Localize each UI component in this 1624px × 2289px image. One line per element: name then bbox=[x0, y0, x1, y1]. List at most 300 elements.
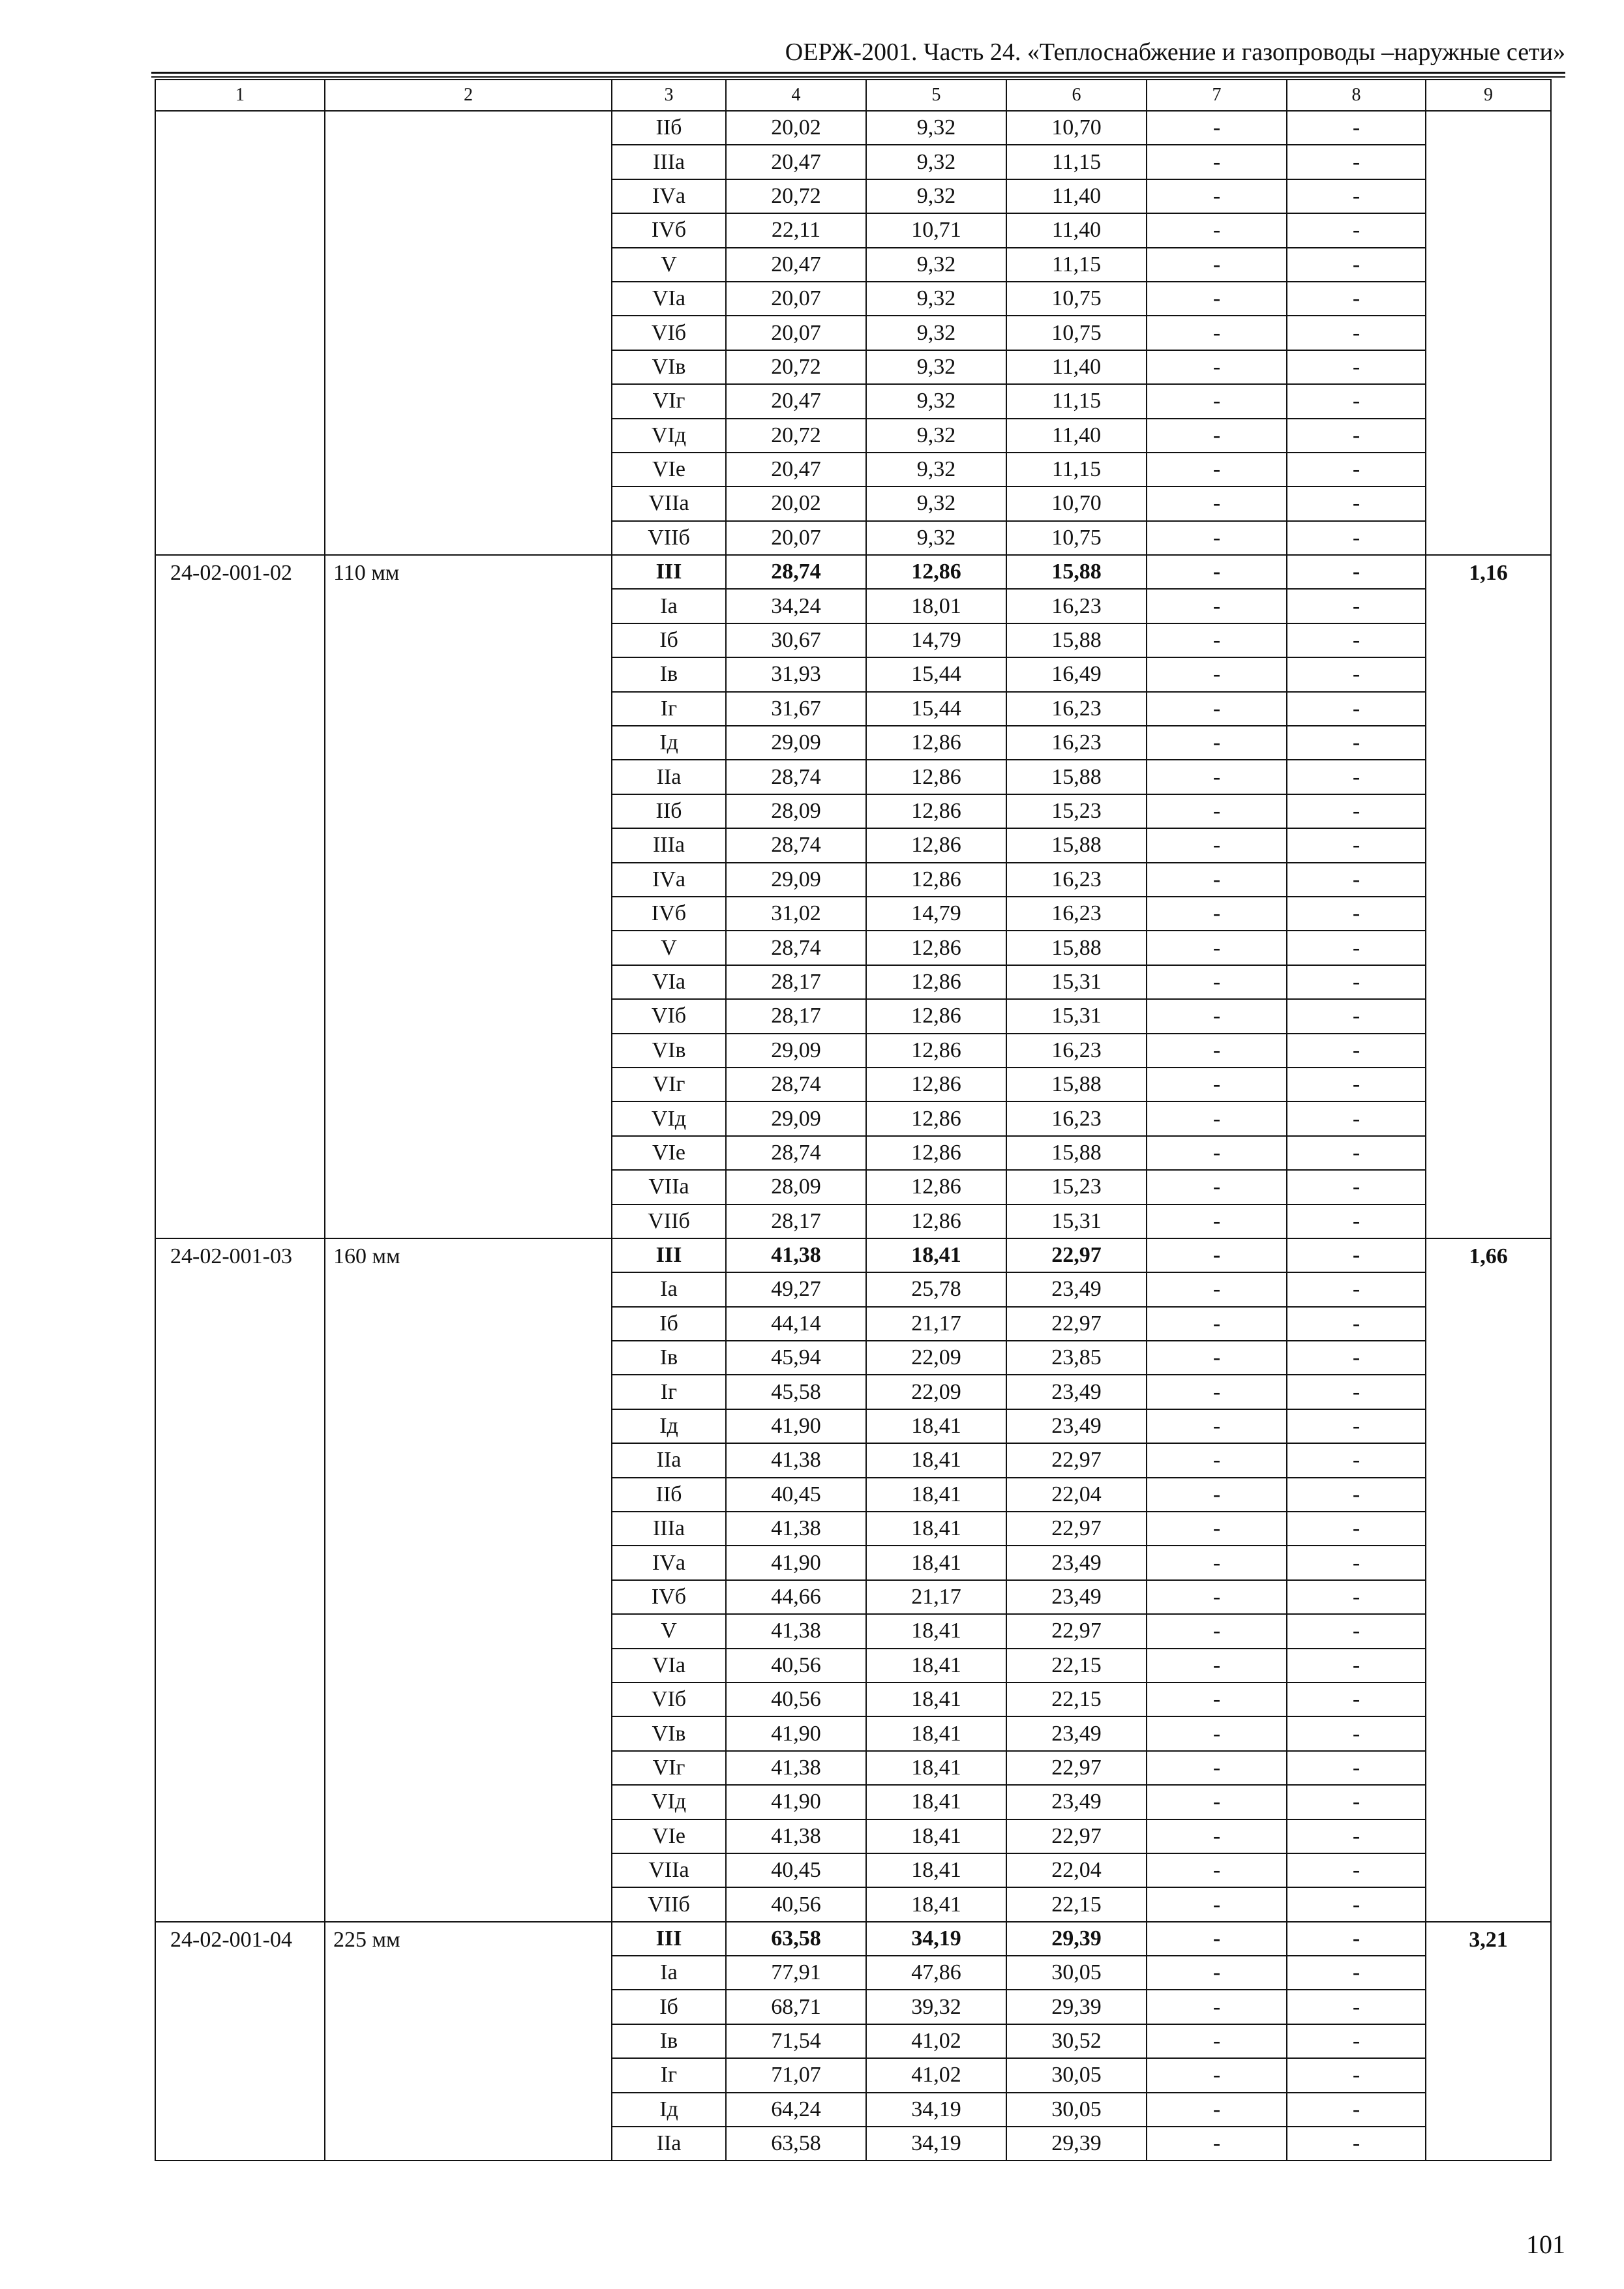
materials-cell: - bbox=[1287, 897, 1426, 931]
machinist-wage-cell: - bbox=[1147, 1683, 1287, 1716]
machinist-wage-cell: - bbox=[1147, 623, 1287, 657]
materials-cell: - bbox=[1287, 999, 1426, 1033]
zone-cell: VIб bbox=[612, 999, 726, 1033]
materials-cell: - bbox=[1287, 1785, 1426, 1819]
labor-cost-cell: 21,17 bbox=[866, 1580, 1006, 1614]
zone-cell: Iд bbox=[612, 1409, 726, 1443]
total-cost-cell: 20,02 bbox=[726, 111, 866, 145]
labor-cost-cell: 9,32 bbox=[866, 350, 1006, 384]
labor-cost-cell: 12,86 bbox=[866, 828, 1006, 862]
column-number: 2 bbox=[325, 80, 612, 111]
total-cost-cell: 40,45 bbox=[726, 1853, 866, 1887]
total-cost-cell: 41,90 bbox=[726, 1785, 866, 1819]
material-quantity-cell: 1,66 bbox=[1426, 1238, 1551, 1922]
materials-cell: - bbox=[1287, 1546, 1426, 1579]
rate-name-cell bbox=[325, 111, 612, 555]
machinist-wage-cell: - bbox=[1147, 931, 1287, 965]
total-cost-cell: 28,74 bbox=[726, 828, 866, 862]
machine-cost-cell: 22,97 bbox=[1006, 1238, 1147, 1272]
page-number: 101 bbox=[1526, 2230, 1565, 2259]
materials-cell: - bbox=[1287, 1853, 1426, 1887]
labor-cost-cell: 18,41 bbox=[866, 1819, 1006, 1853]
labor-cost-cell: 22,09 bbox=[866, 1375, 1006, 1409]
labor-cost-cell: 18,41 bbox=[866, 1716, 1006, 1750]
total-cost-cell: 29,09 bbox=[726, 863, 866, 897]
zone-cell: VIв bbox=[612, 350, 726, 384]
zone-cell: IIб bbox=[612, 1478, 726, 1512]
total-cost-cell: 29,09 bbox=[726, 1101, 866, 1135]
total-cost-cell: 28,17 bbox=[726, 999, 866, 1033]
machine-cost-cell: 11,15 bbox=[1006, 145, 1147, 179]
zone-cell: IIIа bbox=[612, 145, 726, 179]
total-cost-cell: 31,02 bbox=[726, 897, 866, 931]
zone-cell: VIе bbox=[612, 1136, 726, 1170]
zone-cell: Iб bbox=[612, 623, 726, 657]
machine-cost-cell: 29,39 bbox=[1006, 2127, 1147, 2161]
total-cost-cell: 41,38 bbox=[726, 1238, 866, 1272]
total-cost-cell: 30,67 bbox=[726, 623, 866, 657]
materials-cell: - bbox=[1287, 965, 1426, 999]
machine-cost-cell: 22,97 bbox=[1006, 1614, 1147, 1648]
materials-cell: - bbox=[1287, 1101, 1426, 1135]
column-number: 8 bbox=[1287, 80, 1426, 111]
total-cost-cell: 41,38 bbox=[726, 1819, 866, 1853]
zone-cell: VIIа bbox=[612, 1170, 726, 1204]
labor-cost-cell: 14,79 bbox=[866, 897, 1006, 931]
table-row-main bbox=[155, 1922, 1551, 1956]
machinist-wage-cell: - bbox=[1147, 555, 1287, 589]
machine-cost-cell: 16,23 bbox=[1006, 1101, 1147, 1135]
machinist-wage-cell: - bbox=[1147, 1409, 1287, 1443]
machine-cost-cell: 10,70 bbox=[1006, 486, 1147, 520]
machine-cost-cell: 11,40 bbox=[1006, 179, 1147, 213]
machinist-wage-cell: - bbox=[1147, 1580, 1287, 1614]
zone-cell: Iа bbox=[612, 1272, 726, 1306]
labor-cost-cell: 39,32 bbox=[866, 1990, 1006, 2024]
materials-cell: - bbox=[1287, 623, 1426, 657]
total-cost-cell: 20,47 bbox=[726, 384, 866, 418]
machine-cost-cell: 22,97 bbox=[1006, 1443, 1147, 1477]
machinist-wage-cell: - bbox=[1147, 1101, 1287, 1135]
machinist-wage-cell: - bbox=[1147, 1887, 1287, 1921]
zone-cell: VIе bbox=[612, 453, 726, 486]
machine-cost-cell: 11,15 bbox=[1006, 384, 1147, 418]
total-cost-cell: 20,07 bbox=[726, 316, 866, 350]
materials-cell: - bbox=[1287, 1922, 1426, 1956]
machinist-wage-cell: - bbox=[1147, 1819, 1287, 1853]
machinist-wage-cell: - bbox=[1147, 1068, 1287, 1101]
materials-cell: - bbox=[1287, 1512, 1426, 1546]
machinist-wage-cell: - bbox=[1147, 589, 1287, 623]
rate-code-cell: 24-02-001-02 bbox=[155, 555, 325, 1238]
machinist-wage-cell: - bbox=[1147, 282, 1287, 316]
materials-cell: - bbox=[1287, 1170, 1426, 1204]
machinist-wage-cell: - bbox=[1147, 1853, 1287, 1887]
labor-cost-cell: 18,41 bbox=[866, 1887, 1006, 1921]
machine-cost-cell: 15,23 bbox=[1006, 1170, 1147, 1204]
labor-cost-cell: 18,41 bbox=[866, 1512, 1006, 1546]
zone-cell: Iа bbox=[612, 1956, 726, 1990]
machinist-wage-cell: - bbox=[1147, 111, 1287, 145]
labor-cost-cell: 12,86 bbox=[866, 1170, 1006, 1204]
labor-cost-cell: 12,86 bbox=[866, 726, 1006, 760]
labor-cost-cell: 22,09 bbox=[866, 1341, 1006, 1375]
total-cost-cell: 20,07 bbox=[726, 521, 866, 555]
total-cost-cell: 44,14 bbox=[726, 1307, 866, 1341]
machine-cost-cell: 22,15 bbox=[1006, 1649, 1147, 1683]
total-cost-cell: 22,11 bbox=[726, 213, 866, 247]
machine-cost-cell: 22,97 bbox=[1006, 1751, 1147, 1785]
materials-cell: - bbox=[1287, 2058, 1426, 2092]
labor-cost-cell: 9,32 bbox=[866, 419, 1006, 453]
machine-cost-cell: 15,88 bbox=[1006, 555, 1147, 589]
labor-cost-cell: 18,41 bbox=[866, 1238, 1006, 1272]
labor-cost-cell: 12,86 bbox=[866, 1034, 1006, 1068]
total-cost-cell: 28,17 bbox=[726, 1204, 866, 1238]
machinist-wage-cell: - bbox=[1147, 692, 1287, 726]
materials-cell: - bbox=[1287, 1341, 1426, 1375]
zone-cell: Iг bbox=[612, 2058, 726, 2092]
materials-cell: - bbox=[1287, 863, 1426, 897]
rate-name-cell: 160 мм bbox=[325, 1238, 612, 1922]
machinist-wage-cell: - bbox=[1147, 965, 1287, 999]
labor-cost-cell: 25,78 bbox=[866, 1272, 1006, 1306]
zone-cell: VIа bbox=[612, 1649, 726, 1683]
materials-cell: - bbox=[1287, 2093, 1426, 2127]
materials-cell: - bbox=[1287, 2024, 1426, 2058]
materials-cell: - bbox=[1287, 521, 1426, 555]
machinist-wage-cell: - bbox=[1147, 486, 1287, 520]
machine-cost-cell: 23,85 bbox=[1006, 1341, 1147, 1375]
labor-cost-cell: 10,71 bbox=[866, 213, 1006, 247]
total-cost-cell: 63,58 bbox=[726, 1922, 866, 1956]
machine-cost-cell: 15,88 bbox=[1006, 828, 1147, 862]
zone-cell: IVб bbox=[612, 1580, 726, 1614]
total-cost-cell: 20,72 bbox=[726, 419, 866, 453]
total-cost-cell: 29,09 bbox=[726, 726, 866, 760]
machine-cost-cell: 11,15 bbox=[1006, 248, 1147, 282]
machinist-wage-cell: - bbox=[1147, 999, 1287, 1033]
total-cost-cell: 71,54 bbox=[726, 2024, 866, 2058]
machinist-wage-cell: - bbox=[1147, 1956, 1287, 1990]
header-rule-secondary bbox=[151, 76, 1565, 78]
total-cost-cell: 41,90 bbox=[726, 1409, 866, 1443]
machine-cost-cell: 15,31 bbox=[1006, 965, 1147, 999]
total-cost-cell: 34,24 bbox=[726, 589, 866, 623]
materials-cell: - bbox=[1287, 1443, 1426, 1477]
zone-cell: VIIб bbox=[612, 1887, 726, 1921]
materials-cell: - bbox=[1287, 419, 1426, 453]
machine-cost-cell: 10,75 bbox=[1006, 521, 1147, 555]
materials-cell: - bbox=[1287, 316, 1426, 350]
labor-cost-cell: 34,19 bbox=[866, 2127, 1006, 2161]
zone-cell: III bbox=[612, 1922, 726, 1956]
machinist-wage-cell: - bbox=[1147, 213, 1287, 247]
labor-cost-cell: 12,86 bbox=[866, 999, 1006, 1033]
column-number: 9 bbox=[1426, 80, 1551, 111]
total-cost-cell: 28,74 bbox=[726, 555, 866, 589]
machinist-wage-cell: - bbox=[1147, 1478, 1287, 1512]
zone-cell: V bbox=[612, 1614, 726, 1648]
machinist-wage-cell: - bbox=[1147, 726, 1287, 760]
zone-cell: V bbox=[612, 248, 726, 282]
machine-cost-cell: 22,04 bbox=[1006, 1478, 1147, 1512]
labor-cost-cell: 9,32 bbox=[866, 248, 1006, 282]
labor-cost-cell: 12,86 bbox=[866, 760, 1006, 794]
rate-name-cell: 225 мм bbox=[325, 1922, 612, 2161]
materials-cell: - bbox=[1287, 145, 1426, 179]
labor-cost-cell: 18,41 bbox=[866, 1649, 1006, 1683]
labor-cost-cell: 9,32 bbox=[866, 384, 1006, 418]
zone-cell: IIб bbox=[612, 794, 726, 828]
total-cost-cell: 20,07 bbox=[726, 282, 866, 316]
machine-cost-cell: 23,49 bbox=[1006, 1409, 1147, 1443]
total-cost-cell: 20,72 bbox=[726, 179, 866, 213]
total-cost-cell: 40,56 bbox=[726, 1649, 866, 1683]
total-cost-cell: 64,24 bbox=[726, 2093, 866, 2127]
total-cost-cell: 41,38 bbox=[726, 1443, 866, 1477]
labor-cost-cell: 18,01 bbox=[866, 589, 1006, 623]
machine-cost-cell: 15,31 bbox=[1006, 999, 1147, 1033]
total-cost-cell: 49,27 bbox=[726, 1272, 866, 1306]
labor-cost-cell: 12,86 bbox=[866, 931, 1006, 965]
total-cost-cell: 77,91 bbox=[726, 1956, 866, 1990]
materials-cell: - bbox=[1287, 1375, 1426, 1409]
labor-cost-cell: 18,41 bbox=[866, 1751, 1006, 1785]
zone-cell: IVа bbox=[612, 1546, 726, 1579]
total-cost-cell: 28,09 bbox=[726, 1170, 866, 1204]
machinist-wage-cell: - bbox=[1147, 1922, 1287, 1956]
labor-cost-cell: 9,32 bbox=[866, 453, 1006, 486]
machine-cost-cell: 10,70 bbox=[1006, 111, 1147, 145]
zone-cell: V bbox=[612, 931, 726, 965]
materials-cell: - bbox=[1287, 1136, 1426, 1170]
labor-cost-cell: 18,41 bbox=[866, 1683, 1006, 1716]
materials-cell: - bbox=[1287, 248, 1426, 282]
machinist-wage-cell: - bbox=[1147, 1990, 1287, 2024]
materials-cell: - bbox=[1287, 1204, 1426, 1238]
total-cost-cell: 31,67 bbox=[726, 692, 866, 726]
machinist-wage-cell: - bbox=[1147, 1751, 1287, 1785]
total-cost-cell: 41,90 bbox=[726, 1546, 866, 1579]
machine-cost-cell: 30,05 bbox=[1006, 2093, 1147, 2127]
labor-cost-cell: 18,41 bbox=[866, 1853, 1006, 1887]
labor-cost-cell: 9,32 bbox=[866, 521, 1006, 555]
materials-cell: - bbox=[1287, 760, 1426, 794]
total-cost-cell: 44,66 bbox=[726, 1580, 866, 1614]
material-quantity-cell: 3,21 bbox=[1426, 1922, 1551, 2161]
machinist-wage-cell: - bbox=[1147, 453, 1287, 486]
machine-cost-cell: 16,23 bbox=[1006, 897, 1147, 931]
machinist-wage-cell: - bbox=[1147, 2024, 1287, 2058]
total-cost-cell: 41,38 bbox=[726, 1614, 866, 1648]
machine-cost-cell: 16,23 bbox=[1006, 589, 1147, 623]
total-cost-cell: 41,38 bbox=[726, 1512, 866, 1546]
zone-cell: VIа bbox=[612, 282, 726, 316]
machine-cost-cell: 22,97 bbox=[1006, 1819, 1147, 1853]
total-cost-cell: 20,47 bbox=[726, 248, 866, 282]
total-cost-cell: 41,38 bbox=[726, 1751, 866, 1785]
machine-cost-cell: 15,88 bbox=[1006, 760, 1147, 794]
labor-cost-cell: 12,86 bbox=[866, 965, 1006, 999]
materials-cell: - bbox=[1287, 931, 1426, 965]
labor-cost-cell: 34,19 bbox=[866, 2093, 1006, 2127]
price-table bbox=[155, 79, 1552, 2161]
zone-cell: VIе bbox=[612, 1819, 726, 1853]
machine-cost-cell: 16,23 bbox=[1006, 692, 1147, 726]
materials-cell: - bbox=[1287, 1034, 1426, 1068]
machinist-wage-cell: - bbox=[1147, 419, 1287, 453]
materials-cell: - bbox=[1287, 1683, 1426, 1716]
materials-cell: - bbox=[1287, 1580, 1426, 1614]
zone-cell: Iг bbox=[612, 1375, 726, 1409]
total-cost-cell: 28,74 bbox=[726, 1068, 866, 1101]
labor-cost-cell: 18,41 bbox=[866, 1546, 1006, 1579]
labor-cost-cell: 9,32 bbox=[866, 179, 1006, 213]
total-cost-cell: 20,02 bbox=[726, 486, 866, 520]
table-row bbox=[155, 111, 1551, 145]
materials-cell: - bbox=[1287, 1307, 1426, 1341]
materials-cell: - bbox=[1287, 726, 1426, 760]
labor-cost-cell: 15,44 bbox=[866, 692, 1006, 726]
rate-code-cell: 24-02-001-03 bbox=[155, 1238, 325, 1922]
column-number: 1 bbox=[155, 80, 325, 111]
total-cost-cell: 28,74 bbox=[726, 760, 866, 794]
machinist-wage-cell: - bbox=[1147, 384, 1287, 418]
machinist-wage-cell: - bbox=[1147, 1341, 1287, 1375]
materials-cell: - bbox=[1287, 453, 1426, 486]
labor-cost-cell: 9,32 bbox=[866, 316, 1006, 350]
machinist-wage-cell: - bbox=[1147, 1034, 1287, 1068]
materials-cell: - bbox=[1287, 1614, 1426, 1648]
zone-cell: IVа bbox=[612, 179, 726, 213]
machine-cost-cell: 16,23 bbox=[1006, 1034, 1147, 1068]
zone-cell: IIIа bbox=[612, 828, 726, 862]
zone-cell: IVа bbox=[612, 863, 726, 897]
machine-cost-cell: 15,88 bbox=[1006, 931, 1147, 965]
labor-cost-cell: 9,32 bbox=[866, 486, 1006, 520]
total-cost-cell: 40,56 bbox=[726, 1887, 866, 1921]
header-rule bbox=[151, 72, 1565, 74]
labor-cost-cell: 18,41 bbox=[866, 1478, 1006, 1512]
zone-cell: VIд bbox=[612, 1101, 726, 1135]
zone-cell: IIIа bbox=[612, 1512, 726, 1546]
total-cost-cell: 29,09 bbox=[726, 1034, 866, 1068]
total-cost-cell: 28,09 bbox=[726, 794, 866, 828]
zone-cell: III bbox=[612, 555, 726, 589]
labor-cost-cell: 41,02 bbox=[866, 2058, 1006, 2092]
materials-cell: - bbox=[1287, 555, 1426, 589]
labor-cost-cell: 12,86 bbox=[866, 1068, 1006, 1101]
machinist-wage-cell: - bbox=[1147, 2058, 1287, 2092]
total-cost-cell: 28,74 bbox=[726, 1136, 866, 1170]
materials-cell: - bbox=[1287, 2127, 1426, 2161]
labor-cost-cell: 12,86 bbox=[866, 794, 1006, 828]
labor-cost-cell: 18,41 bbox=[866, 1614, 1006, 1648]
machinist-wage-cell: - bbox=[1147, 350, 1287, 384]
zone-cell: Iв bbox=[612, 657, 726, 691]
materials-cell: - bbox=[1287, 111, 1426, 145]
zone-cell: Iг bbox=[612, 692, 726, 726]
total-cost-cell: 63,58 bbox=[726, 2127, 866, 2161]
zone-cell: VIб bbox=[612, 316, 726, 350]
labor-cost-cell: 21,17 bbox=[866, 1307, 1006, 1341]
column-number: 7 bbox=[1147, 80, 1287, 111]
machinist-wage-cell: - bbox=[1147, 1272, 1287, 1306]
zone-cell: VIг bbox=[612, 384, 726, 418]
machinist-wage-cell: - bbox=[1147, 179, 1287, 213]
rate-code-cell: 24-02-001-04 bbox=[155, 1922, 325, 2161]
zone-cell: VIг bbox=[612, 1068, 726, 1101]
labor-cost-cell: 12,86 bbox=[866, 1101, 1006, 1135]
zone-cell: VIб bbox=[612, 1683, 726, 1716]
zone-cell: VIв bbox=[612, 1716, 726, 1750]
materials-cell: - bbox=[1287, 1990, 1426, 2024]
machinist-wage-cell: - bbox=[1147, 863, 1287, 897]
materials-cell: - bbox=[1287, 794, 1426, 828]
price-table-body bbox=[155, 80, 1551, 2161]
zone-cell: Iд bbox=[612, 726, 726, 760]
machine-cost-cell: 11,40 bbox=[1006, 419, 1147, 453]
zone-cell: Iв bbox=[612, 1341, 726, 1375]
total-cost-cell: 40,45 bbox=[726, 1478, 866, 1512]
zone-cell: VIIа bbox=[612, 486, 726, 520]
labor-cost-cell: 9,32 bbox=[866, 111, 1006, 145]
machinist-wage-cell: - bbox=[1147, 1614, 1287, 1648]
total-cost-cell: 20,47 bbox=[726, 145, 866, 179]
material-quantity-cell bbox=[1426, 111, 1551, 555]
total-cost-cell: 31,93 bbox=[726, 657, 866, 691]
materials-cell: - bbox=[1287, 1478, 1426, 1512]
labor-cost-cell: 47,86 bbox=[866, 1956, 1006, 1990]
machine-cost-cell: 29,39 bbox=[1006, 1990, 1147, 2024]
zone-cell: IIб bbox=[612, 111, 726, 145]
machine-cost-cell: 15,88 bbox=[1006, 623, 1147, 657]
machinist-wage-cell: - bbox=[1147, 316, 1287, 350]
total-cost-cell: 20,72 bbox=[726, 350, 866, 384]
labor-cost-cell: 12,86 bbox=[866, 555, 1006, 589]
rate-name-cell: 110 мм bbox=[325, 555, 612, 1238]
machine-cost-cell: 16,23 bbox=[1006, 863, 1147, 897]
zone-cell: Iд bbox=[612, 2093, 726, 2127]
machinist-wage-cell: - bbox=[1147, 760, 1287, 794]
labor-cost-cell: 18,41 bbox=[866, 1443, 1006, 1477]
total-cost-cell: 71,07 bbox=[726, 2058, 866, 2092]
machinist-wage-cell: - bbox=[1147, 145, 1287, 179]
materials-cell: - bbox=[1287, 657, 1426, 691]
zone-cell: Iа bbox=[612, 589, 726, 623]
machinist-wage-cell: - bbox=[1147, 1512, 1287, 1546]
machine-cost-cell: 22,15 bbox=[1006, 1683, 1147, 1716]
materials-cell: - bbox=[1287, 1887, 1426, 1921]
machine-cost-cell: 15,23 bbox=[1006, 794, 1147, 828]
machine-cost-cell: 15,31 bbox=[1006, 1204, 1147, 1238]
machine-cost-cell: 15,88 bbox=[1006, 1068, 1147, 1101]
total-cost-cell: 28,17 bbox=[726, 965, 866, 999]
total-cost-cell: 20,47 bbox=[726, 453, 866, 486]
machine-cost-cell: 22,04 bbox=[1006, 1853, 1147, 1887]
machine-cost-cell: 16,23 bbox=[1006, 726, 1147, 760]
materials-cell: - bbox=[1287, 1238, 1426, 1272]
machine-cost-cell: 22,15 bbox=[1006, 1887, 1147, 1921]
labor-cost-cell: 9,32 bbox=[866, 282, 1006, 316]
labor-cost-cell: 34,19 bbox=[866, 1922, 1006, 1956]
materials-cell: - bbox=[1287, 213, 1426, 247]
machine-cost-cell: 23,49 bbox=[1006, 1272, 1147, 1306]
machine-cost-cell: 30,05 bbox=[1006, 1956, 1147, 1990]
labor-cost-cell: 41,02 bbox=[866, 2024, 1006, 2058]
machine-cost-cell: 30,05 bbox=[1006, 2058, 1147, 2092]
